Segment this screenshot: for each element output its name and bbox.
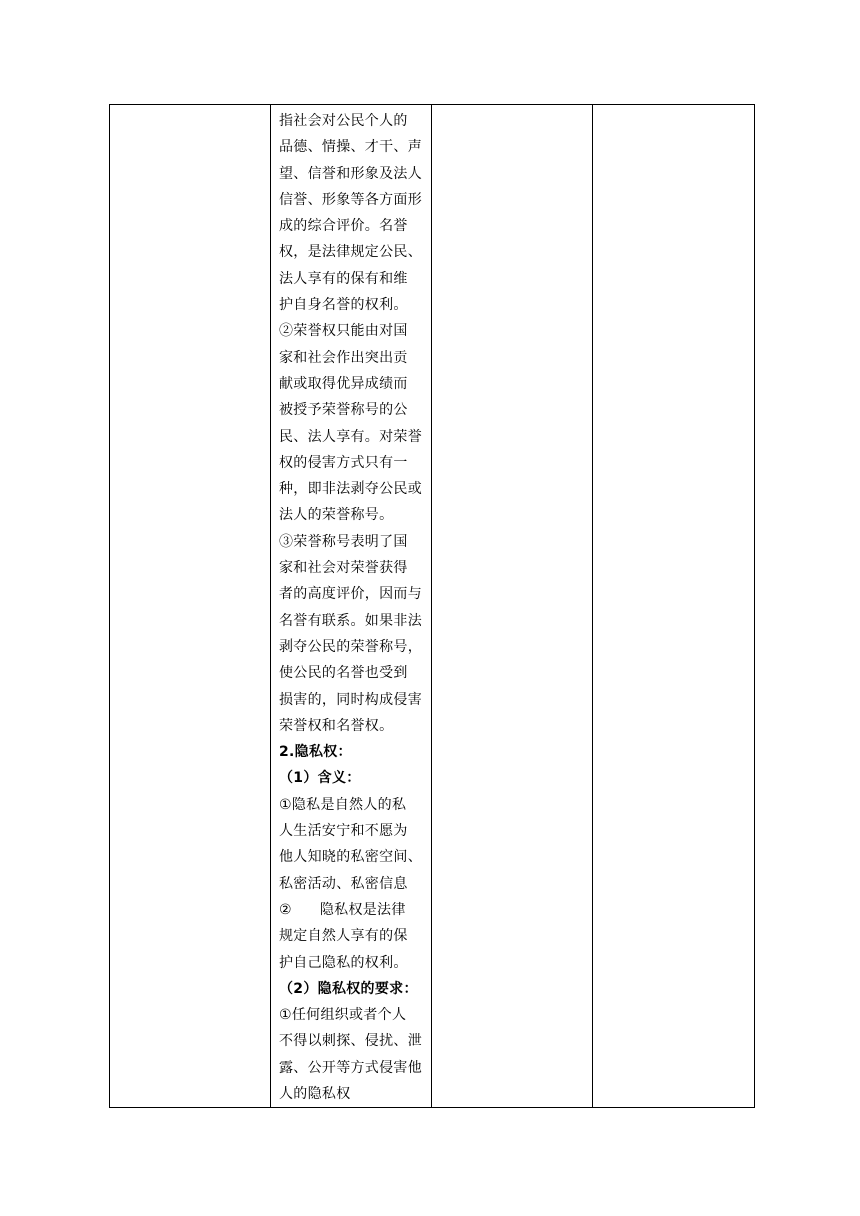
text-line: 使公民的名誉也受到 — [279, 665, 408, 682]
text-line: ③荣誉称号表明了国 — [279, 533, 408, 550]
text-line: 私密活动、私密信息 — [279, 875, 408, 892]
text-line: 人生活安宁和不愿为 — [279, 823, 408, 840]
circled-number: ② — [279, 901, 292, 918]
text-line: 指社会对公民个人的 — [279, 113, 408, 129]
subheading-requirements: （2）隐私权的要求： — [279, 980, 418, 997]
text-line: 名誉有联系。如果非法 — [279, 612, 422, 629]
text-line: 护自己隐私的权利。 — [279, 954, 408, 971]
table-cell-col2 — [271, 105, 432, 1108]
text-line: 成的综合评价。名誉 — [279, 218, 408, 235]
text-line: 权的侵害方式只有一 — [279, 454, 408, 471]
text-line: ①任何组织或者个人 — [279, 1007, 407, 1024]
text-line: 损害的，同时构成侵害 — [279, 691, 422, 708]
subheading-meaning: （1）含义： — [279, 770, 361, 787]
text-line: 品德、情操、才干、声 — [279, 139, 422, 156]
text-line: 权，是法律规定公民、 — [279, 244, 422, 261]
text-line: 家和社会对荣誉获得 — [279, 560, 408, 577]
text-line: 法人享有的保有和维 — [279, 270, 408, 287]
text-line: ①隐私是自然人的私 — [279, 796, 407, 813]
text-line: 剥夺公民的荣誉称号， — [279, 638, 422, 655]
text-line: 献或取得优异成绩而 — [279, 375, 408, 392]
meaning2-text: 隐私权是法律 — [319, 901, 406, 918]
text-line: 露、公开等方式侵害他 — [279, 1059, 422, 1076]
text-line: 被授予荣誉称号的公 — [279, 402, 408, 419]
text-line: 荣誉权和名誉权。 — [279, 717, 394, 734]
heading-privacy: 2.隐私权： — [279, 744, 352, 761]
table-cell-col3 — [432, 105, 593, 1108]
text-line: 民、法人享有。对荣誉 — [279, 428, 422, 445]
text-line: 者的高度评价，因而与 — [279, 586, 422, 603]
text-line: 种，即非法剥夺公民或 — [279, 481, 422, 498]
text-line: 家和社会作出突出贡 — [279, 349, 408, 366]
table-row — [110, 105, 755, 1108]
table-cell-col4 — [593, 105, 755, 1108]
text-line: 规定自然人享有的保 — [279, 928, 408, 945]
table-cell-col1 — [110, 105, 271, 1108]
text-line: 护自身名誉的权利。 — [279, 297, 408, 314]
text-line: 法人的荣誉称号。 — [279, 507, 394, 524]
document-table — [109, 104, 755, 1108]
text-line: 人的隐私权 — [279, 1085, 351, 1102]
text-line: 他人知晓的私密空间、 — [279, 849, 422, 866]
text-line: 信誉、形象等各方面形 — [279, 191, 422, 208]
text-line-meaning2 — [279, 897, 425, 923]
cell-content — [271, 105, 431, 1107]
text-line: 不得以刺探、侵扰、泄 — [279, 1033, 422, 1050]
text-line: 望、信誉和形象及法人 — [279, 165, 422, 182]
text-line: ②荣誉权只能由对国 — [279, 323, 408, 340]
